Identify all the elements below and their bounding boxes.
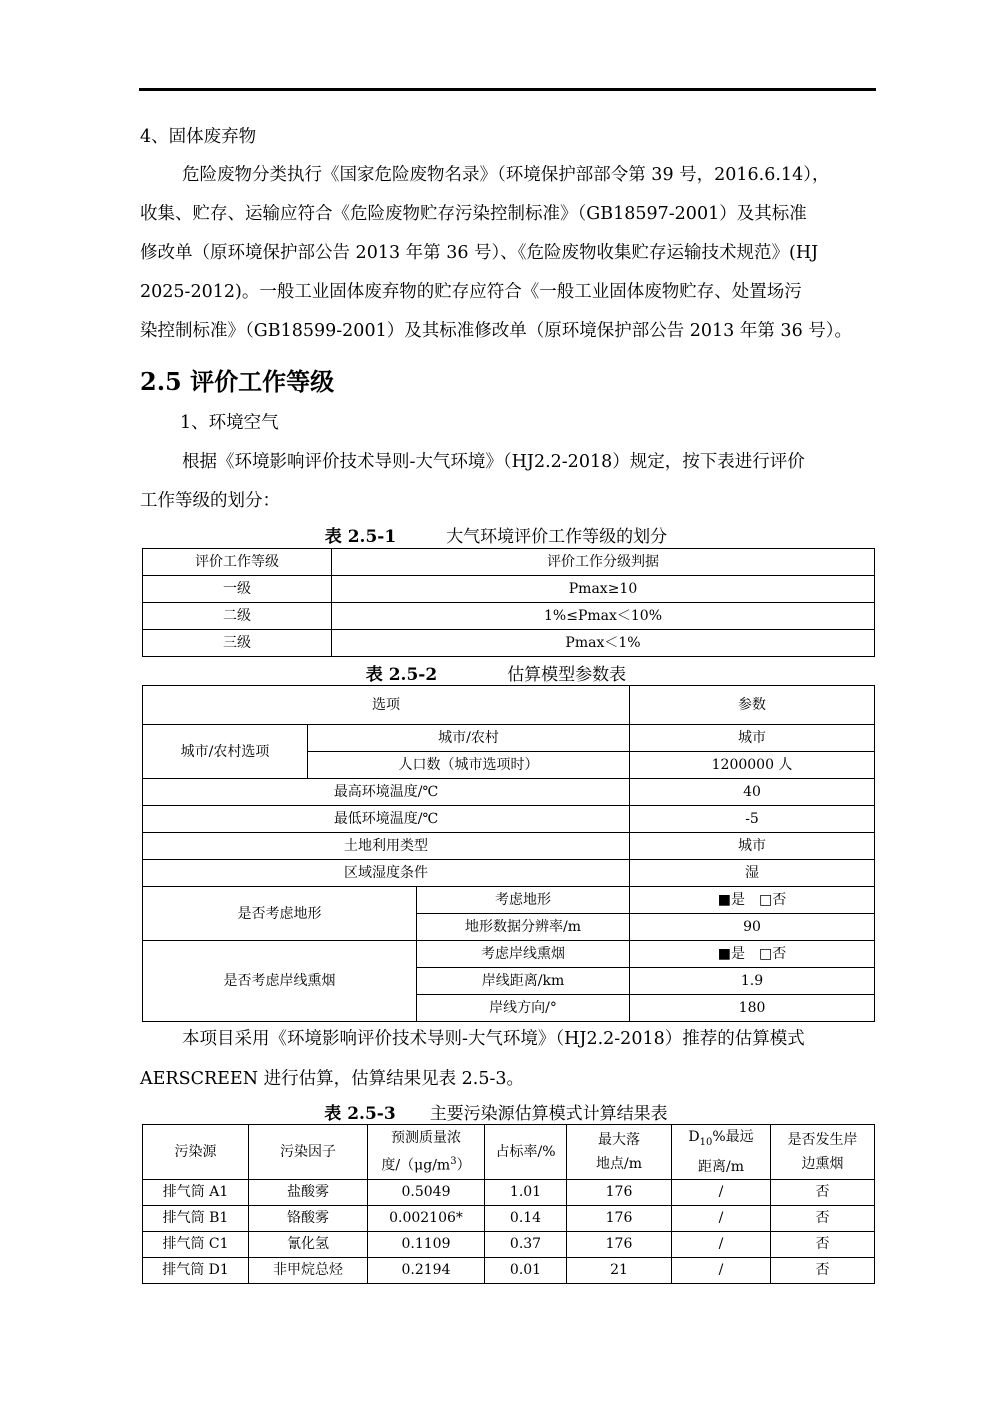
table-row <box>143 576 875 603</box>
table-1-title: 大气环境评价工作等级的划分 <box>446 527 668 547</box>
para-2-line-1: 本项目采用《环境影响评价技术导则-大气环境》（HJ2.2-2018）推荐的估算模式 <box>182 1029 805 1049</box>
table-2-title: 估算模型参数表 <box>507 665 627 685</box>
table-cell: 排气筒 D1 <box>143 1257 249 1283</box>
header-rule <box>139 88 876 91</box>
table-row <box>143 860 875 887</box>
table-cell: 176 <box>567 1231 672 1257</box>
table-cell: 0.002106* <box>368 1205 485 1231</box>
table-cell: 1%≤Pmax＜10% <box>332 603 875 630</box>
col-header-concentration: 预测质量浓 度$/(\mu g/m^3)$ <box>368 1125 485 1180</box>
group-cell: 城市/农村选项 <box>143 725 308 779</box>
table-cell: 1.9 <box>630 968 875 995</box>
grade-table <box>142 548 875 657</box>
checkbox-cell: ■是 □否 <box>630 941 875 968</box>
table-cell: / <box>672 1179 771 1205</box>
section-2-5-heading: 2.5 评价工作等级 <box>140 367 335 396</box>
table-cell: 40 <box>630 779 875 806</box>
table-cell: 21 <box>567 1257 672 1283</box>
table-1-caption <box>0 522 992 547</box>
table-1-number: 表 2.5-1 <box>324 527 397 547</box>
table-cell: 排气筒 B1 <box>143 1205 249 1231</box>
col-header-d10: $D_{10}\%$最远 距离/m <box>672 1125 771 1180</box>
table-cell: 0.2194 <box>368 1257 485 1283</box>
section-4-line-2: 收集、贮存、运输应符合《危险废物贮存污染控制标准》（GB18597-2001）及其标准 <box>140 204 807 224</box>
table-cell: 最高环境温度/℃ <box>143 779 630 806</box>
table-cell: 1200000 人 <box>630 752 875 779</box>
section-4-line-4: 2025-2012)。一般工业固体废弃物的贮存应符合《一般工业固体废物贮存、处置场污 <box>140 282 802 302</box>
table-cell: 排气筒 C1 <box>143 1231 249 1257</box>
table-cell: / <box>672 1205 771 1231</box>
table-cell: 否 <box>771 1231 875 1257</box>
table-cell: 考虑岸线熏烟 <box>417 941 630 968</box>
group-cell: 是否考虑地形 <box>143 887 417 941</box>
table-cell: / <box>672 1257 771 1283</box>
table-row <box>143 1231 875 1257</box>
table-cell: 180 <box>630 995 875 1022</box>
col-header-ratio: 占标率/% <box>485 1125 567 1180</box>
table-cell: 0.01 <box>485 1257 567 1283</box>
table-cell: 城市 <box>630 833 875 860</box>
table-row <box>143 806 875 833</box>
table-row <box>143 603 875 630</box>
table-row <box>143 779 875 806</box>
table-header-cell: 选项 <box>143 686 630 725</box>
table-cell: 岸线距离/km <box>417 968 630 995</box>
table-cell: 人口数（城市选项时） <box>308 752 630 779</box>
table-cell: 176 <box>567 1179 672 1205</box>
table-row <box>143 941 875 968</box>
intro-line-1: 根据《环境影响评价技术导则-大气环境》（HJ2.2-2018）规定，按下表进行评价 <box>182 452 805 472</box>
table-cell: 0.37 <box>485 1231 567 1257</box>
table-cell: 176 <box>567 1205 672 1231</box>
table-cell: 0.5049 <box>368 1179 485 1205</box>
table-cell: 三级 <box>143 630 332 657</box>
table-row <box>143 1179 875 1205</box>
table-row <box>143 1205 875 1231</box>
table-cell: 非甲烷总烃 <box>249 1257 368 1283</box>
table-cell: 一级 <box>143 576 332 603</box>
col-header-max-distance: 最大落 地点/m <box>567 1125 672 1180</box>
table-cell: 区域湿度条件 <box>143 860 630 887</box>
table-row <box>143 630 875 657</box>
group-cell: 是否考虑岸线熏烟 <box>143 941 417 1022</box>
table-cell: 否 <box>771 1205 875 1231</box>
table-3-caption <box>0 1099 992 1124</box>
table-header-row <box>143 1125 875 1180</box>
table-header-cell: 参数 <box>630 686 875 725</box>
intro-line-2: 工作等级的划分： <box>140 491 280 511</box>
table-cell: / <box>672 1231 771 1257</box>
table-cell: 否 <box>771 1257 875 1283</box>
table-cell: 二级 <box>143 603 332 630</box>
table-cell: 盐酸雾 <box>249 1179 368 1205</box>
table-cell: 城市/农村 <box>308 725 630 752</box>
table-3-number: 表 2.5-3 <box>324 1104 396 1124</box>
col-header-factor: 污染因子 <box>249 1125 368 1180</box>
table-cell: 1.01 <box>485 1179 567 1205</box>
table-cell: 铬酸雾 <box>249 1205 368 1231</box>
table-row <box>143 725 875 752</box>
table-cell: 土地利用类型 <box>143 833 630 860</box>
table-cell: Pmax≥10 <box>332 576 875 603</box>
table-cell: 湿 <box>630 860 875 887</box>
table-cell: 地形数据分辨率/m <box>417 914 630 941</box>
table-row <box>143 833 875 860</box>
section-4-line-5: 染控制标准》（GB18599-2001）及其标准修改单（原环境保护部公告 2013 年第 36 号）。 <box>140 321 853 341</box>
table-row <box>143 1257 875 1283</box>
table-cell: 城市 <box>630 725 875 752</box>
table-row <box>143 887 875 914</box>
table-cell: 否 <box>771 1179 875 1205</box>
section-4-heading: 4、固体废弃物 <box>140 127 257 147</box>
checkbox-cell: ■是 □否 <box>630 887 875 914</box>
table-cell: 90 <box>630 914 875 941</box>
table-cell: 0.1109 <box>368 1231 485 1257</box>
table-row <box>143 549 875 576</box>
col-header-source: 污染源 <box>143 1125 249 1180</box>
table-cell: 排气筒 A1 <box>143 1179 249 1205</box>
section-4-line-1: 危险废物分类执行《国家危险废物名录》（环境保护部部令第 39 号，2016.6.14）， <box>182 165 830 185</box>
table-cell: 考虑地形 <box>417 887 630 914</box>
table-2-number: 表 2.5-2 <box>365 665 438 685</box>
source-results-table <box>142 1124 875 1284</box>
table-cell: 0.14 <box>485 1205 567 1231</box>
table-2-caption <box>0 660 992 685</box>
table-header-cell: 评价工作等级 <box>143 549 332 576</box>
col-header-shore-fumigation: 是否发生岸 边熏烟 <box>771 1125 875 1180</box>
table-3-title: 主要污染源估算模式计算结果表 <box>429 1104 668 1124</box>
table-cell: -5 <box>630 806 875 833</box>
para-2-line-2: AERSCREEN 进行估算，估算结果见表 2.5-3。 <box>140 1069 525 1089</box>
table-row <box>143 686 875 725</box>
section-4-line-3: 修改单（原环境保护部公告 2013 年第 36 号）、《危险废物收集贮存运输技术规范》(HJ <box>140 243 819 263</box>
table-cell: Pmax＜1% <box>332 630 875 657</box>
subsection-air: 1、环境空气 <box>180 413 279 433</box>
model-param-table <box>142 685 875 1022</box>
table-header-cell: 评价工作分级判据 <box>332 549 875 576</box>
table-cell: 最低环境温度/℃ <box>143 806 630 833</box>
table-cell: 岸线方向/° <box>417 995 630 1022</box>
table-cell: 氰化氢 <box>249 1231 368 1257</box>
